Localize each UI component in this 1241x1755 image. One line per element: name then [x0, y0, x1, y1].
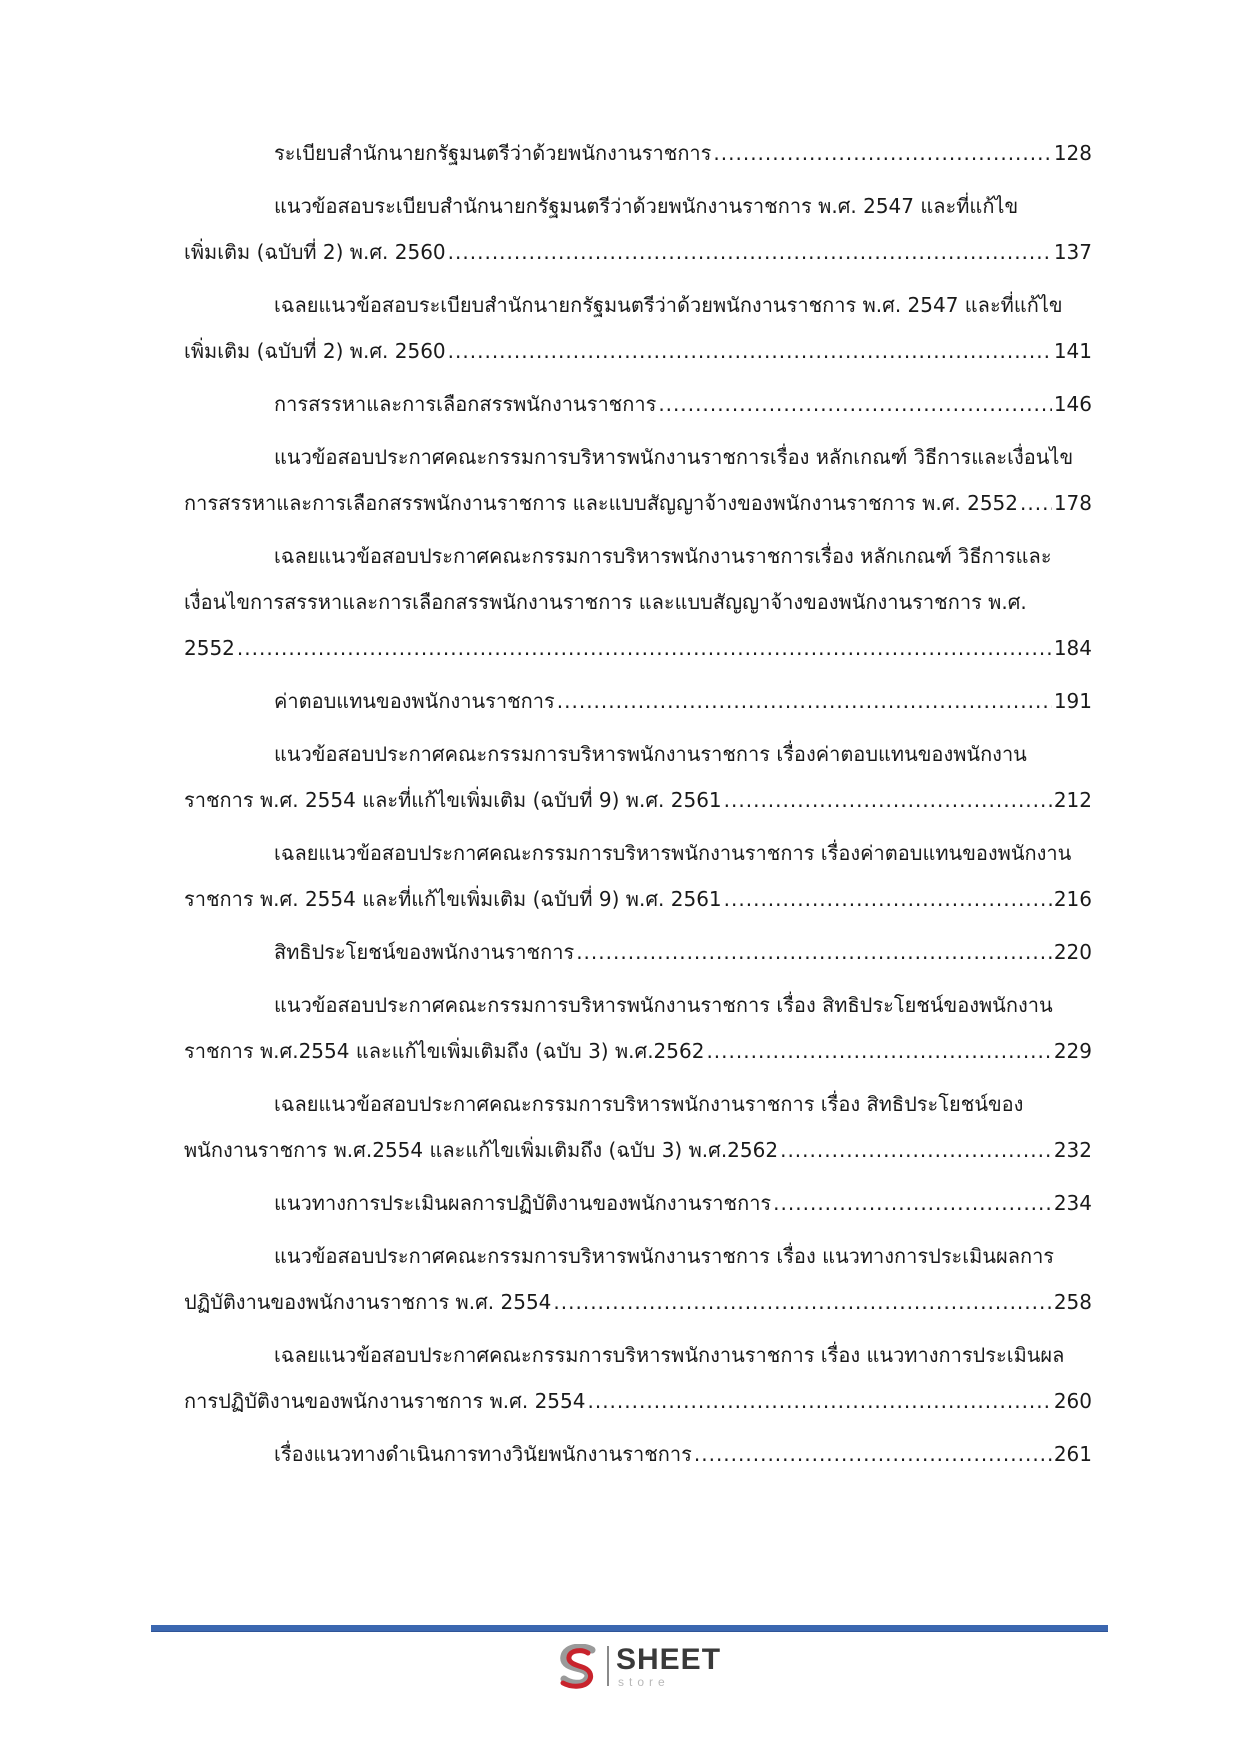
dot-leader [553, 1282, 1051, 1322]
dot-leader [587, 1381, 1051, 1421]
toc-page-number: 184 [1053, 636, 1092, 660]
toc-page-number: 141 [1053, 339, 1092, 363]
toc-entry-line-with-page [274, 133, 1092, 173]
dot-leader [713, 133, 1051, 173]
toc-entry-text: ราชการ พ.ศ. 2554 และที่แก้ไขเพิ่มเติม (ฉบับที่ 9) พ.ศ. 2561 [184, 788, 722, 812]
toc-entry-line [274, 285, 1092, 325]
dot-leader [724, 780, 1052, 820]
toc-entry-text: เฉลยแนวข้อสอบระเบียบสำนักนายกรัฐมนตรีว่าด้วยพนักงานราชการ พ.ศ. 2547 และที่แก้ไข [274, 293, 1063, 317]
toc-entry-line [274, 437, 1092, 477]
toc-entry-text: เฉลยแนวข้อสอบประกาศคณะกรรมการบริหารพนักงานราชการ เรื่อง สิทธิประโยชน์ของ [274, 1092, 1024, 1116]
toc-page-number: 260 [1053, 1389, 1092, 1413]
toc-entry-line [184, 582, 1092, 622]
toc-entry-text: ราชการ พ.ศ. 2554 และที่แก้ไขเพิ่มเติม (ฉบับที่ 9) พ.ศ. 2561 [184, 887, 722, 911]
logo-wordmark: SHEET [616, 1643, 722, 1676]
toc-entry-line-with-page [184, 879, 1092, 919]
toc-entry-line [274, 1236, 1092, 1276]
toc-page-number: 220 [1053, 940, 1092, 964]
toc-page-number: 232 [1053, 1138, 1092, 1162]
toc-page-number: 191 [1053, 689, 1092, 713]
toc-entry-text: แนวทางการประเมินผลการปฏิบัติงานของพนักงานราชการ [274, 1191, 772, 1215]
dot-leader [448, 232, 1052, 272]
toc-entry-text: แนวข้อสอบประกาศคณะกรรมการบริหารพนักงานราชการ เรื่อง สิทธิประโยชน์ของพนักงาน [274, 993, 1053, 1017]
toc-entry-text: แนวข้อสอบประกาศคณะกรรมการบริหารพนักงานราชการเรื่อง หลักเกณฑ์ วิธีการและเงื่อนไข [274, 445, 1074, 469]
logo-separator [607, 1646, 609, 1686]
toc-entry-text: ค่าตอบแทนของพนักงานราชการ [274, 689, 555, 713]
toc-entry-line [274, 1335, 1092, 1375]
toc-entry-text: เฉลยแนวข้อสอบประกาศคณะกรรมการบริหารพนักงานราชการ เรื่อง แนวทางการประเมินผล [274, 1343, 1065, 1367]
dot-leader [1020, 483, 1052, 523]
toc-entry-line-with-page [274, 932, 1092, 972]
toc-entry-text: การสรรหาและการเลือกสรรพนักงานราชการ [274, 392, 657, 416]
toc-entry-line [274, 985, 1092, 1025]
toc-page-number: 212 [1053, 788, 1092, 812]
toc-entry-text: แนวข้อสอบประกาศคณะกรรมการบริหารพนักงานราชการ เรื่องค่าตอบแทนของพนักงาน [274, 742, 1027, 766]
toc-entry-text: แนวข้อสอบประกาศคณะกรรมการบริหารพนักงานราชการ เรื่อง แนวทางการประเมินผลการ [274, 1244, 1055, 1268]
toc-page-number: 216 [1053, 887, 1092, 911]
toc-entry-text: แนวข้อสอบระเบียบสำนักนายกรัฐมนตรีว่าด้วยพนักงานราชการ พ.ศ. 2547 และที่แก้ไข [274, 194, 1019, 218]
toc-page-number: 178 [1053, 491, 1092, 515]
toc-entry-line-with-page [274, 1183, 1092, 1223]
sheet-store-logo [556, 1640, 726, 1692]
toc-entry-line [274, 536, 1092, 576]
toc-page-number: 128 [1053, 141, 1092, 165]
toc-entry-line-with-page [184, 780, 1092, 820]
dot-leader [773, 1183, 1052, 1223]
toc-entry-line-with-page [184, 1282, 1092, 1322]
toc-entry-text: การสรรหาและการเลือกสรรพนักงานราชการ และแบบสัญญาจ้างของพนักงานราชการ พ.ศ. 2552 [184, 491, 1019, 515]
dot-leader [237, 628, 1052, 668]
toc-entry-line-with-page [184, 483, 1092, 523]
toc-entry-text: ปฏิบัติงานของพนักงานราชการ พ.ศ. 2554 [184, 1290, 552, 1314]
toc-entry-text: เรื่องแนวทางดำเนินการทางวินัยพนักงานราชการ [274, 1442, 692, 1466]
dot-leader [658, 384, 1051, 424]
dot-leader [557, 681, 1052, 721]
toc-entry-line-with-page [274, 1434, 1092, 1474]
toc-entry-line-with-page [184, 628, 1092, 668]
dot-leader [724, 879, 1052, 919]
toc-entry-text: สิทธิประโยชน์ของพนักงานราชการ [274, 940, 575, 964]
footer-divider [151, 1625, 1108, 1632]
toc-entry-text: พนักงานราชการ พ.ศ.2554 และแก้ไขเพิ่มเติมถึง (ฉบับ 3) พ.ศ.2562 [184, 1138, 779, 1162]
toc-entry-text: การปฏิบัติงานของพนักงานราชการ พ.ศ. 2554 [184, 1389, 586, 1413]
toc-entry-line [274, 734, 1092, 774]
dot-leader [448, 331, 1052, 371]
toc-page-number: 261 [1053, 1442, 1092, 1466]
toc-page-number: 146 [1053, 392, 1092, 416]
toc-entry-text: เฉลยแนวข้อสอบประกาศคณะกรรมการบริหารพนักงานราชการ เรื่องค่าตอบแทนของพนักงาน [274, 841, 1072, 865]
logo-subtext: store [618, 1675, 670, 1689]
toc-entry-line-with-page [184, 1031, 1092, 1071]
sheet-store-logo-icon [556, 1644, 600, 1692]
toc-entry-text: เพิ่มเติม (ฉบับที่ 2) พ.ศ. 2560 [184, 339, 446, 363]
dot-leader [576, 932, 1052, 972]
toc-entry-text: เพิ่มเติม (ฉบับที่ 2) พ.ศ. 2560 [184, 240, 446, 264]
dot-leader [706, 1031, 1051, 1071]
toc-entry-text: 2552 [184, 636, 235, 660]
toc-entry-line-with-page [274, 681, 1092, 721]
toc-entry-line-with-page [184, 331, 1092, 371]
toc-page-number: 137 [1053, 240, 1092, 264]
toc-page-number: 229 [1053, 1039, 1092, 1063]
toc-entry-text: ราชการ พ.ศ.2554 และแก้ไขเพิ่มเติมถึง (ฉบับ 3) พ.ศ.2562 [184, 1039, 705, 1063]
toc-entry-text: ระเบียบสำนักนายกรัฐมนตรีว่าด้วยพนักงานราชการ [274, 141, 712, 165]
toc-entry-text: เงื่อนไขการสรรหาและการเลือกสรรพนักงานราชการ และแบบสัญญาจ้างของพนักงานราชการ พ.ศ. [184, 590, 1027, 614]
dot-leader [780, 1130, 1052, 1170]
toc-entry-line-with-page [274, 384, 1092, 424]
toc-entry-line [274, 1084, 1092, 1124]
toc-entry-line-with-page [184, 232, 1092, 272]
toc-entry-line-with-page [184, 1130, 1092, 1170]
toc-page-number: 234 [1053, 1191, 1092, 1215]
toc-entry-line [274, 833, 1092, 873]
toc-entry-line [274, 186, 1092, 226]
toc-entry-line-with-page [184, 1381, 1092, 1421]
dot-leader [694, 1434, 1052, 1474]
toc-entry-text: เฉลยแนวข้อสอบประกาศคณะกรรมการบริหารพนักงานราชการเรื่อง หลักเกณฑ์ วิธีการและ [274, 544, 1052, 568]
toc-page-number: 258 [1053, 1290, 1092, 1314]
